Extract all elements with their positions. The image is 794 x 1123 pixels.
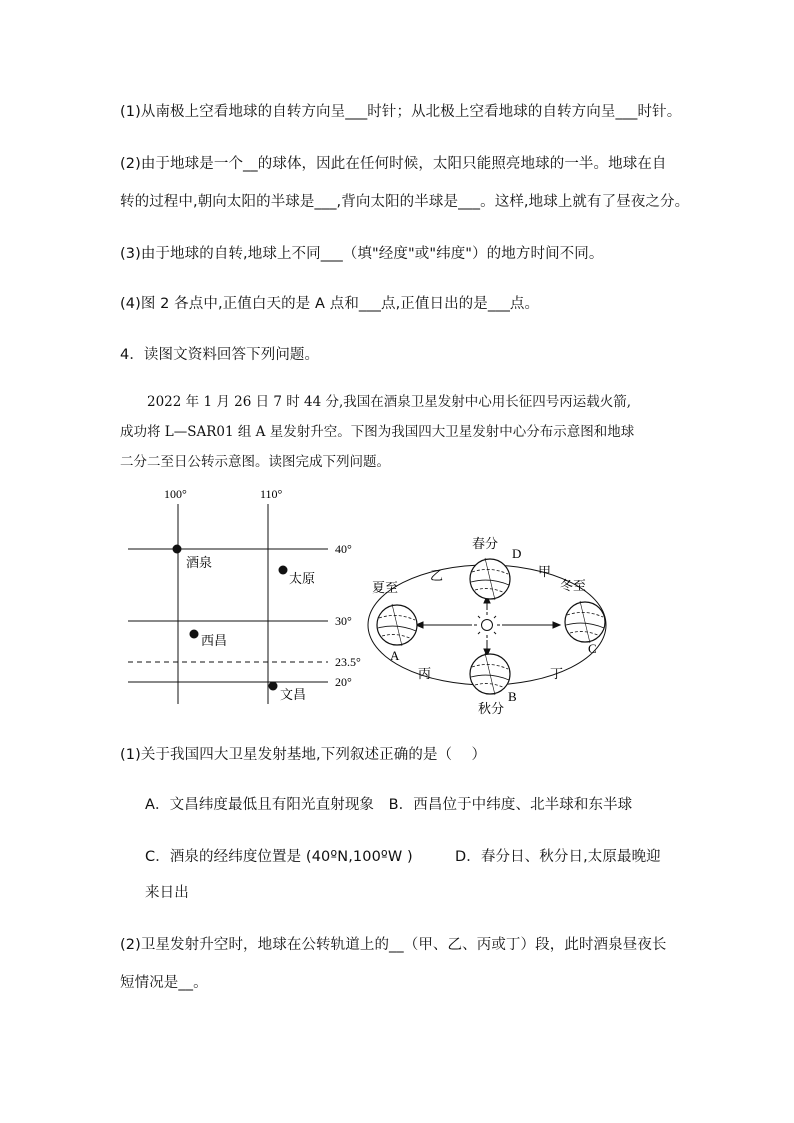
term-winter: 冬至 bbox=[560, 578, 587, 593]
sub-question-2-line1: (2)卫星发射升空时，地球在公转轨道上的__（甲、乙、丙或丁）段，此时酒泉昼夜长 bbox=[120, 937, 667, 953]
site-label-taiyuan: 太原 bbox=[289, 571, 316, 586]
latitude-label-23-5: 23.5° bbox=[335, 655, 361, 669]
question-2-line1: (2)由于地球是一个__的球体，因此在任何时候，太阳只能照亮地球的一半。地球在自 bbox=[120, 156, 667, 172]
globe-winter bbox=[565, 601, 605, 643]
question-3: (3)由于地球的自转,地球上不同___（填"经度"或"纬度"）的地方时间不同。 bbox=[120, 246, 604, 262]
figure-svg bbox=[120, 482, 620, 722]
point-a: A bbox=[390, 648, 400, 663]
site-label-jiuquan: 酒泉 bbox=[186, 555, 213, 570]
segment-jia: 甲 bbox=[538, 564, 552, 579]
sub-question-2-line2: 短情况是__。 bbox=[120, 975, 208, 991]
site-label-xichang: 西昌 bbox=[201, 633, 228, 648]
latitude-label-30: 30° bbox=[335, 614, 352, 628]
point-d: D bbox=[512, 546, 522, 561]
option-a-b: A．文昌纬度最低且有阳光直射现象 B．西昌位于中纬度、北半球和东半球 bbox=[145, 797, 633, 813]
point-b: B bbox=[508, 689, 517, 704]
segment-ding: 丁 bbox=[550, 666, 564, 681]
globe-spring bbox=[470, 558, 510, 600]
site-dot-taiyuan bbox=[279, 566, 288, 575]
segment-yi: 乙 bbox=[430, 568, 444, 583]
passage-line-1: 2022 年 1 月 26 日 7 时 44 分,我国在酒泉卫星发射中心用长征四号丙运载火箭, bbox=[147, 394, 632, 410]
point-c: C bbox=[588, 641, 597, 656]
longitude-label-100: 100° bbox=[164, 487, 187, 501]
figure bbox=[120, 482, 620, 722]
term-autumn: 秋分 bbox=[478, 701, 505, 716]
option-c: C．酒泉的经纬度位置是 (40ºN,100ºW ) bbox=[145, 849, 413, 865]
segment-bing: 丙 bbox=[418, 666, 432, 681]
site-dot-xichang bbox=[190, 630, 199, 639]
question-4-title: 4．读图文资料回答下列问题。 bbox=[120, 347, 320, 363]
question-1: (1)从南极上空看地球的自转方向呈___时针；从北极上空看地球的自转方向呈___时针。 bbox=[120, 104, 682, 120]
site-label-wenchang: 文昌 bbox=[280, 687, 307, 702]
site-dot-wenchang bbox=[269, 682, 278, 691]
option-d-cont: 来日出 bbox=[145, 885, 189, 901]
question-4-part: (4)图 2 各点中,正值白天的是 A 点和___点,正值日出的是___点。 bbox=[120, 296, 540, 312]
site-dot-jiuquan bbox=[173, 545, 182, 554]
latitude-label-20: 20° bbox=[335, 675, 352, 689]
question-2-line2: 转的过程中,朝向太阳的半球是___,背向太阳的半球是___。这样,地球上就有了昼夜之分。 bbox=[120, 194, 690, 210]
term-spring: 春分 bbox=[472, 536, 499, 551]
globe-autumn bbox=[470, 653, 510, 695]
map-grid bbox=[128, 504, 328, 704]
sun-icon bbox=[474, 612, 500, 638]
longitude-label-110: 110° bbox=[260, 487, 283, 501]
term-summer: 夏至 bbox=[372, 580, 399, 595]
sub-question-1: (1)关于我国四大卫星发射基地,下列叙述正确的是（ ） bbox=[120, 747, 487, 763]
passage-line-2: 成功将 L—SAR01 组 A 星发射升空。下图为我国四大卫星发射中心分布示意图和地球 bbox=[120, 424, 635, 440]
option-d: D．春分日、秋分日,太原最晚迎 bbox=[455, 849, 661, 865]
latitude-label-40: 40° bbox=[335, 542, 352, 556]
passage-line-3: 二分二至日公转示意图。读图完成下列问题。 bbox=[120, 454, 390, 470]
globe-summer bbox=[377, 604, 417, 646]
